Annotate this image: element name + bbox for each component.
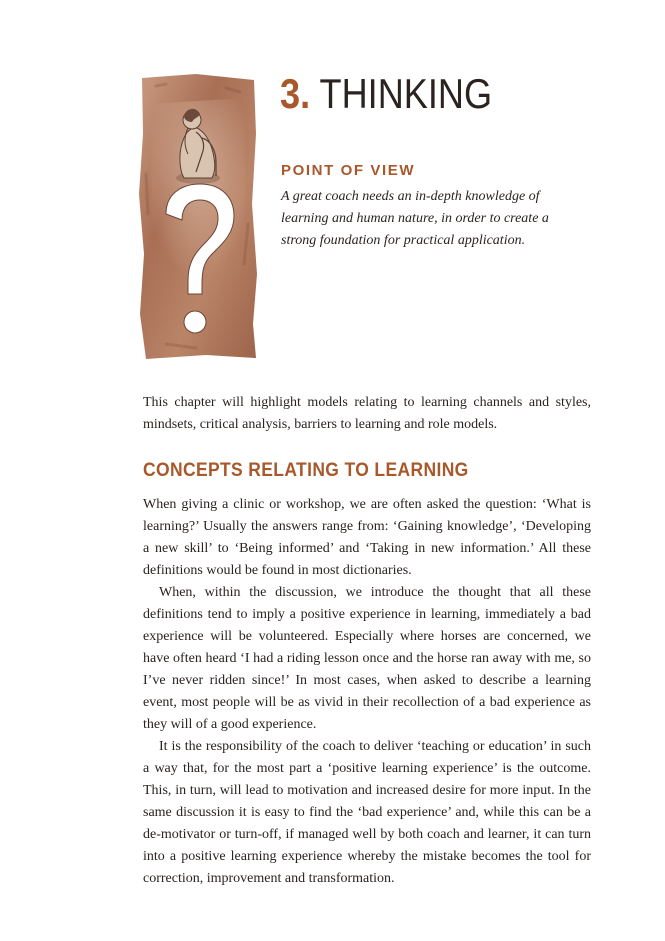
body-paragraph: It is the responsibility of the coach to deliver ‘teaching or education’ in such a way that, for the most part a ‘positive learning experience’ is the outcome. This, in turn, will lead to motivation and increased desire for more input. In the same discussion it is easy to find the ‘bad experience’ and, while this can be a de-motivator or turn-off, if managed well by both coach and learner, it can turn into a positive learning experience whereby the mistake becomes the tool for correction, improvement and transformation. <box>143 739 591 886</box>
point-of-view-heading: POINT OF VIEW <box>281 162 416 179</box>
point-of-view-text: A great coach needs an in-depth knowledge of learning and human nature, in order to create a strong foundation for practical application. <box>281 189 549 248</box>
body-paragraph: When giving a clinic or workshop, we are often asked the question: ‘What is learning?’ Usually the answers range from: ‘Gaining knowledge’, ‘Developing a new skill’ to ‘Being informed’ and ‘Taking in new information.’ All these definitions would be found in most dictionaries. <box>143 497 591 578</box>
chapter-title <box>280 70 492 118</box>
thinker-on-question-mark-icon <box>136 74 258 360</box>
intro-paragraph: This chapter will highlight models relating to learning channels and styles, mindsets, critical analysis, barriers to learning and role models. <box>143 395 591 432</box>
section-body <box>143 494 591 890</box>
chapter-name: THINKING <box>319 70 493 117</box>
chapter-number: 3. <box>280 70 311 117</box>
section-heading: CONCEPTS RELATING TO LEARNING <box>143 460 469 481</box>
body-paragraph: When, within the discussion, we introduce the thought that all these definitions tend to imply a positive experience in learning, immediately a bad experience will be volunteered. Especially where horses are concerned, we have often heard ‘I had a riding lesson once and the horse ran away with me, so I’ve never ridden since!’ In most cases, when asked to describe a learning event, most people will be as vivid in their recollection of a bad experience as they will of a good experience. <box>143 585 591 732</box>
